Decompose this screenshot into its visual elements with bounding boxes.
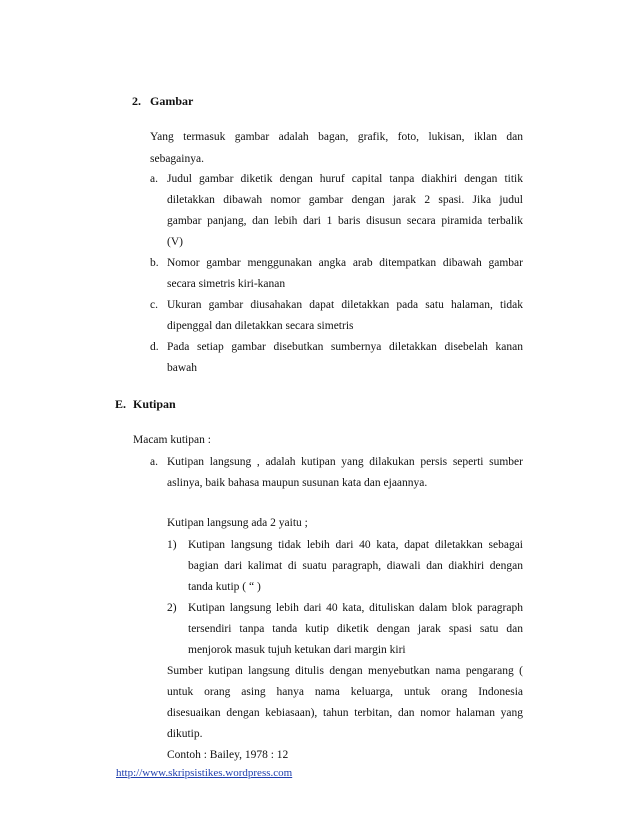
sub-2-line: menjorok masuk tujuh ketukan dari margin kiri [188, 644, 406, 656]
contoh-text: Contoh : Bailey, 1978 : 12 [167, 749, 289, 761]
footer-url-link[interactable]: http://www.skripsistikes.wordpress.com [116, 767, 293, 779]
section-2-number: 2. [132, 94, 141, 108]
section-2-title: Gambar [150, 94, 194, 108]
sub-marker-2: 2) [167, 602, 177, 614]
item-a-line: diletakkan dibawah nomor gambar dengan jarak 2 spasi. Jika judul [167, 194, 523, 206]
sumber-line: disesuaikan dengan kebiasaan), tahun terbitan, dan nomor halaman yang [167, 707, 523, 719]
sumber-line: dikutip. [167, 728, 203, 740]
item-b-line: secara simetris kiri-kanan [167, 278, 286, 290]
sub-marker-1: 1) [167, 539, 177, 551]
sumber-line: Sumber kutipan langsung ditulis dengan menyebutkan nama pengarang ( [167, 665, 523, 677]
kutipan-a-line: Kutipan langsung , adalah kutipan yang dilakukan persis seperti sumber [167, 456, 523, 468]
item-c-line: Ukuran gambar diusahakan dapat diletakkan pada satu halaman, tidak [167, 299, 523, 311]
section-e-letter: E. [115, 397, 127, 411]
list-marker-a: a. [150, 173, 158, 185]
sub-1-line: tanda kutip ( “ ) [188, 581, 261, 593]
sub-2-line: tersendiri tanpa tanda kutip diketik dengan jarak spasi satu dan [188, 623, 523, 635]
list-marker-b: b. [150, 257, 159, 269]
sub-2-line: Kutipan langsung lebih dari 40 kata, dituliskan dalam blok paragraph [188, 602, 523, 614]
list-marker-c: c. [150, 299, 158, 311]
section-e-title: Kutipan [133, 397, 176, 411]
item-b-line: Nomor gambar menggunakan angka arab ditempatkan dibawah gambar [167, 257, 523, 269]
list-marker-d: d. [150, 341, 159, 353]
section-2-intro-line1: Yang termasuk gambar adalah bagan, grafik, foto, lukisan, iklan dan [150, 131, 523, 143]
item-a-line: Judul gambar diketik dengan huruf capital tanpa diakhiri dengan titik [167, 173, 523, 185]
sub-1-line: bagian dari kalimat di suatu paragraph, diawali dan diakhiri dengan [188, 560, 523, 572]
section-2-intro-line2: sebagainya. [150, 153, 204, 165]
item-a-line: gambar panjang, dan lebih dari 1 baris disusun secara piramida terbalik [167, 215, 523, 227]
sub-1-line: Kutipan langsung tidak lebih dari 40 kata, dapat diletakkan sebagai [188, 539, 523, 551]
item-d-line: bawah [167, 362, 198, 374]
item-d-line: Pada setiap gambar disebutkan sumbernya diletakkan disebelah kanan [167, 341, 523, 353]
kutipan-a-line: aslinya, baik bahasa maupun susunan kata dan ejaannya. [167, 477, 428, 489]
item-a-line: (V) [167, 236, 183, 248]
kutipan-marker-a: a. [150, 456, 158, 468]
kutipan-langsung-ada: Kutipan langsung ada 2 yaitu ; [167, 517, 308, 529]
item-c-line: dipenggal dan diletakkan secara simetris [167, 320, 354, 332]
sumber-line: untuk orang asing hanya nama keluarga, untuk orang Indonesia [167, 686, 523, 698]
macam-kutipan-label: Macam kutipan : [133, 434, 211, 446]
